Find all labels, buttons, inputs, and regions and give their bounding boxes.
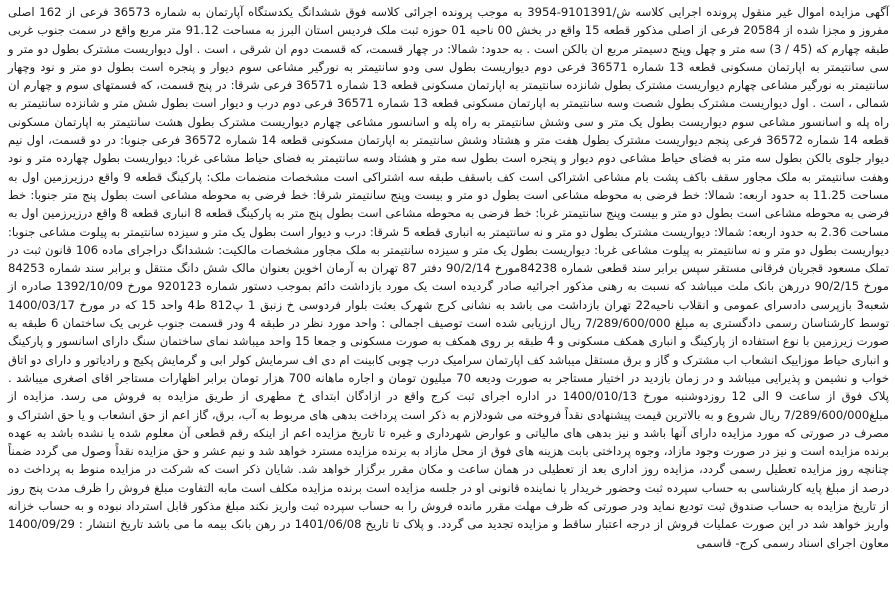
auction-notice-text: آگهی مزایده اموال غیر منقول پرونده اجرایی کلاسه ش/9101391-3954 به موجب پرونده اجرائی کلاسه فوق ششدانگ یکدستگاه آپارتمان به شماره 36573 فرعی از 162 اصلی مفروز و مجزا شده از 20584 فرعی از اصلی مذکور قطعه 15 واقع در بخش 00 ناحیه 01 حوزه ثبت ملک فردیس استان البرز به مساحت 91.12 متر مربع واقع در سمت جنوب غربی طبقه چهارم که (45 / 3) سه متر و چهل وپنج دسیمتر مربع ان بالکن است . به حدود: شمالا: در چهار قسمت، که قسمت دوم ان شرقی ، است . اول دیواریست مشترک بطول دو متر و سی سانتیمتر به اپارتمان مسکونی قطعه 13 شماره 36571 فرعی دوم دیواریست بطول سی ودو سانتیمتر به نورگیر مشاعی سوم دیوار و پنجره است بطول دو متر و نود وچهار سانتیمتر به نورگیر مشاعی چهارم دیواریست مشترک بطول شانزده سانتیمتر به اپارتمان مسکونی قطعه 13 شماره 36571 فرعی شرقا: در پنج قسمت، که قسمتهای سوم و چهارم ان شمالی ، است . اول دیواریست مشترک بطول شصت وسه سانتیمتر به اپارتمان مسکونی قطعه 13 شماره 36571 فرعی دوم درب و دیوار است بطول شش متر و شانزده سانتیمتر به راه پله و اسانسور مشاعی سوم دیواریست بطول یک متر و سی وشش سانتیمتر به راه پله و اسانسور مشاعی چهارم دیواریست مشترک بطول هشت سانتیمتر به اپارتمان مسکونی قطعه 14 شماره 36572 فرعی پنجم دیواریست مشترک بطول هفت متر و هشتاد وشش سانتیمتر به اپارتمان مسکونی قطعه 14 شماره 36572 فرعی جنوبا: در دو قسمت، اول نیم دیوار جلوی بالکن بطول سه متر به فضای حیاط مشاعی دوم دیوار و پنجره است بطول سه متر و هشتاد وسه سانتیمتر به فضای حیاط مشاعی غربا: دیواریست بطول چهارده متر و نود وهفت سانتیمتر به ملک مجاور سقف باکف پشت بام مشاعی اشتراکی است کف باسقف طبقه سه اشتراکی است مشخصات منضمات ملک: پارکینگ قطعه 9 واقع درزیرزمین اول به مساحت 11.25 به حدود اربعه: شمالا: خط فرضی به محوطه مشاعی است بطول دو متر و بیست وپنج سانتیمتر شرقا: خط فرضی به محوطه مشاعی است بطول پنج متر جنوبا: خط فرضی به محوطه مشاعی است بطول دو متر و بیست وپنج سانتیمتر غربا: خط فرضی به محوطه مشاعی است بطول پنج متر به پارکینگ قطعه 8 انباری قطعه 8 واقع درزیرزمین اول به مساحت 2.36 به حدود اربعه: شمالا: دیواریست مشترک بطول دو متر و نه سانتیمتر به انباری قطعه 5 شرقا: درب و دیوار است بطول یک متر و سیزده سانتیمتر به پیلوت مشاعی جنوبا: دیواریست بطول دو متر و نه سانتیمتر به پیلوت مشاعی غربا: دیواریست بطول یک متر و سیزده سانتیمتر به ملک مجاور مشخصات مالکیت: ششدانگ دراجرای ماده 106 قانون ثبت در تملک مسعود قجریان فرقانی مستقر سپس برابر سند قطعی شماره 84238مورخ 90/2/14 دفتر 87 تهران به آرمان اخوین بعنوان مالک شش دانگ منتقل و برابر سند شماره 84253 مورخ 90/2/15 دررهن بانک ملت میباشد که نسبت به رهنی مذکور اجرائیه صادر گردیده است یک مورد بازداشت دائم بموجب دستور شماره 920123 مورخ 1392/10/09 صادره از شعبه3 بازپرسی دادسرای عمومی و انقلاب ناحیه22 تهران بازداشت می باشد به نشانی کرج شهرک بعثت بلوار فردوسی خ زنبق 1 پ812 ط4 واحد 15 که در مورخ 1400/03/17 توسط کارشناسان رسمی دادگستری به مبلغ 7/289/600/000 ریال ارزیابی شده است توصیف اجمالی : واحد مورد نظر در طبقه 4 ودر قسمت جنوب غربی یک ساختمان 6 طبقه به صورت زیرزمین با نوع استفاده از پارکینگ و انباری همکف مسکونی و 4 طبقه بر روی همکف به صورت مسکونی و جمعا 15 واحد میباشد نمای ساختمان سنگ دارای اسانسور و پارکینگ و انباری حیاط موزاییک انشعاب اب مشترک و گاز و برق مستقل میباشد کف اپارتمان سرامیک درب چوبی کابینت ام دی اف سرمایش کولر ابی و گرمایش پکیج و رادیاتور و دارای دو اتاق خواب و نشیمن و پذیرایی میباشد و در زمان بازدید در اختیار مستاجر به صورت ودیعه 70 میلیون تومان و اجاره ماهانه 700 هزار تومان برابر اظهارات مستاجر اقای اصغری میباشد . پلاک فوق از ساعت 9 الی 12 روزدوشنبه مورخ 1400/010/13 در اداره اجرای ثبت کرج واقع در ازادگان ابتدای خ مطهری از طریق مزایده به فروش می رسد. مزایده از مبلغ7/289/600/000 ریال شروع و به بالاترین قیمت پیشنهادی نقداً فروخته می شودلازم به ذکر است پرداخت بدهی های مربوط به آب، برق، گاز اعم از حق انشعاب و یا حق اشتراک و مصرف در صورتی که مورد مزایده دارای آنها باشد و نیز بدهی های مالیاتی و عوارض شهرداری و غیره تا تاریخ مزایده اعم از اینکه رقم قطعی آن معلوم شده یا نشده باشد به عهده برنده مزایده است و نیز در صورت وجود مازاد، وجوه پرداختی بابت هزینه های فوق از محل مازاد به برنده مزایده مسترد خواهد شد و نیم عشر و حق مزایده نقداً وصول می گردد ضمناً چنانچه روز مزایده تعطیل رسمی گردد، مزایده روز اداری بعد از تعطیلی در همان ساعت و مکان مقرر برگزار خواهد شد. شایان ذکر است که شرکت در مزایده منوط به پرداخت ده درصد از مبلغ پایه کارشناسی به حساب سپرده ثبت وحضور خریدار یا نماینده قانونی او در جلسه مزایده است برنده مزایده مکلف است مابه التفاوت مبلغ فروش را ظرف مدت پنج روز از تاریخ مزایده به حساب صندوق ثبت تودیع نماید ودر صورتی که ظرف مهلت مقرر مانده فروش را به حساب سپرده ثبت واریز نکند مبلغ مذکور قابل استرداد نبوده و به حساب خزانه واریز خواهد شد در این صورت عملیات فروش از درجه اعتبار ساقط و مزایده تجدید می گردد. و پلاک تا تاریخ 1401/06/08 در رهن بانک بیمه ما می باشد تاریخ انتشار : 1400/09/29 معاون اجرای اسناد رسمی کرج- قاسمی [8, 5, 890, 550]
